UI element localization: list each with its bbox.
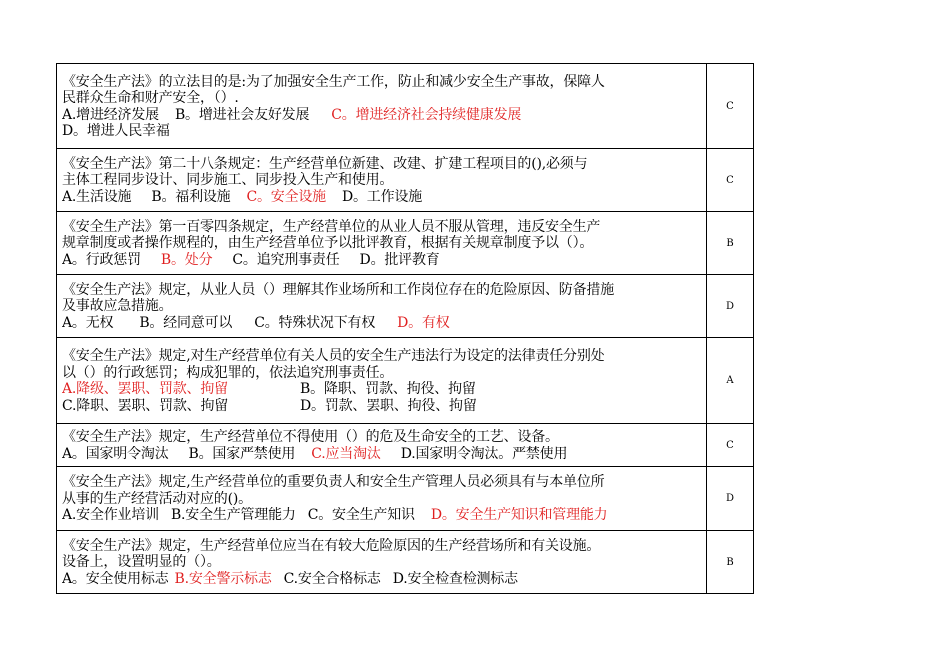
option-c-correct: C。增进经济社会持续健康发展 [331,106,522,123]
option-b-correct: B.安全警示标志 [174,570,272,587]
option-b: B。福利设施 [151,188,231,205]
option-d: D.国家明令淘汰。严禁使用 [400,445,568,462]
option-d: D。罚款、罢职、拘役、拘留 [300,397,477,414]
question-stem: 《安全生产法》规定，从业人员（）理解其作业场所和工作岗位存在的危险原因、防备措施 [62,281,614,298]
table-row [57,64,754,149]
answer-cell: D [707,275,754,338]
option-line [62,252,702,269]
option-c: C。特殊状况下有权 [254,314,376,331]
option-d-correct: D。有权 [397,314,450,331]
option-b: B。降职、罚款、拘役、拘留 [300,381,476,397]
question-stem: 《安全生产法》规定，生产经营单位应当在有较大危险原因的生产经营场所和有关设施。 [62,537,601,554]
option-line [62,315,702,332]
answer-cell: B [707,531,754,594]
answer-cell: C [707,424,754,467]
option-c: C。追究刑事责任 [232,251,340,268]
table-row [57,338,754,424]
question-cell [57,275,707,338]
table-row [57,275,754,338]
question-stem: 《安全生产法》第一百零四条规定，生产经营单位的从业人员不服从管理，违反安全生产 [62,218,601,235]
option-a: A。无权 [62,314,114,331]
option-line [62,507,702,524]
option-d: D。工作设施 [341,188,423,205]
option-line [62,107,702,124]
table-row [57,212,754,275]
question-stem: 《安全生产法》的立法目的是:为了加强安全生产工作，防止和减少安全生产事故，保障人 [62,73,605,90]
option-a: A。行政惩罚 [62,251,141,268]
question-stem: 以（）的行政惩罚；构成犯罪的，依法追究刑事责任。 [62,364,394,381]
option-a: A。安全使用标志 [62,570,169,587]
option-line [62,381,702,398]
option-b: B。经同意可以 [139,314,233,331]
option-c-correct: C.应当淘汰 [311,445,381,462]
option-line [62,398,702,415]
question-cell [57,149,707,212]
option-c-correct: C。安全设施 [246,188,326,205]
question-stem: 从事的生产经营活动对应的()。 [62,490,252,507]
option-c: C.降职、罢职、罚款、拘留 [62,397,229,414]
option-line [62,123,702,140]
question-cell [57,64,707,149]
option-d-correct: D。安全生产知识和管理能力 [430,507,608,524]
answer-cell: D [707,467,754,531]
option-a: A.安全作业培训 [62,507,159,524]
answer-cell: C [707,64,754,149]
option-a: A.生活设施 [62,188,132,205]
question-stem: 及事故应急措施。 [62,298,173,315]
question-cell [57,212,707,275]
question-cell [57,424,707,467]
option-line [62,446,702,463]
option-a: A。国家明令淘汰 [62,445,169,462]
question-cell [57,467,707,531]
option-c: C。安全生产知识 [307,507,415,524]
option-d: D.安全检查检测标志 [392,570,518,587]
question-stem: 《安全生产法》第二十八条规定：生产经营单位新建、改建、扩建工程项目的(),必须与 [62,155,588,172]
question-stem: 规章制度或者操作规程的，由生产经营单位予以批评教育，根据有关规章制度予以（）。 [62,235,594,252]
option-line [62,189,702,206]
answer-cell: C [707,149,754,212]
question-stem: 《安全生产法》规定,生产经营单位的重要负责人和安全生产管理人员必须具有与本单位所 [62,474,605,491]
table-row [57,467,754,531]
question-stem: 《安全生产法》规定，生产经营单位不得使用（）的危及生命安全的工艺、设备。 [62,429,559,445]
question-stem: 《安全生产法》规定,对生产经营单位有关人员的安全生产违法行为设定的法律责任分别处 [62,348,605,364]
option-c: C.安全合格标志 [283,570,381,587]
option-d: D。增进人民幸福 [62,123,170,139]
option-a-correct: A.降级、罢职、罚款、拘留 [62,381,228,397]
question-cell [57,531,707,594]
question-stem: 设备上，设置明显的（）。 [62,554,221,571]
option-d: D。批评教育 [359,251,440,268]
option-line [62,571,702,588]
question-cell [57,338,707,424]
option-a: A.增进经济发展 [62,106,159,123]
option-b: B。国家严禁使用 [188,445,296,462]
table-row [57,531,754,594]
option-b: B。增进社会友好发展 [174,106,310,123]
question-stem: 民群众生命和财产安全，（）. [62,90,239,106]
table-row [57,149,754,212]
table-row [57,424,754,467]
question-table [56,63,754,594]
option-b-correct: B。处分 [160,251,213,268]
answer-cell: B [707,212,754,275]
question-stem: 主体工程同步设计、同步施工、同步投入生产和使用。 [62,172,394,189]
answer-cell: A [707,338,754,424]
option-b: B.安全生产管理能力 [170,507,296,524]
